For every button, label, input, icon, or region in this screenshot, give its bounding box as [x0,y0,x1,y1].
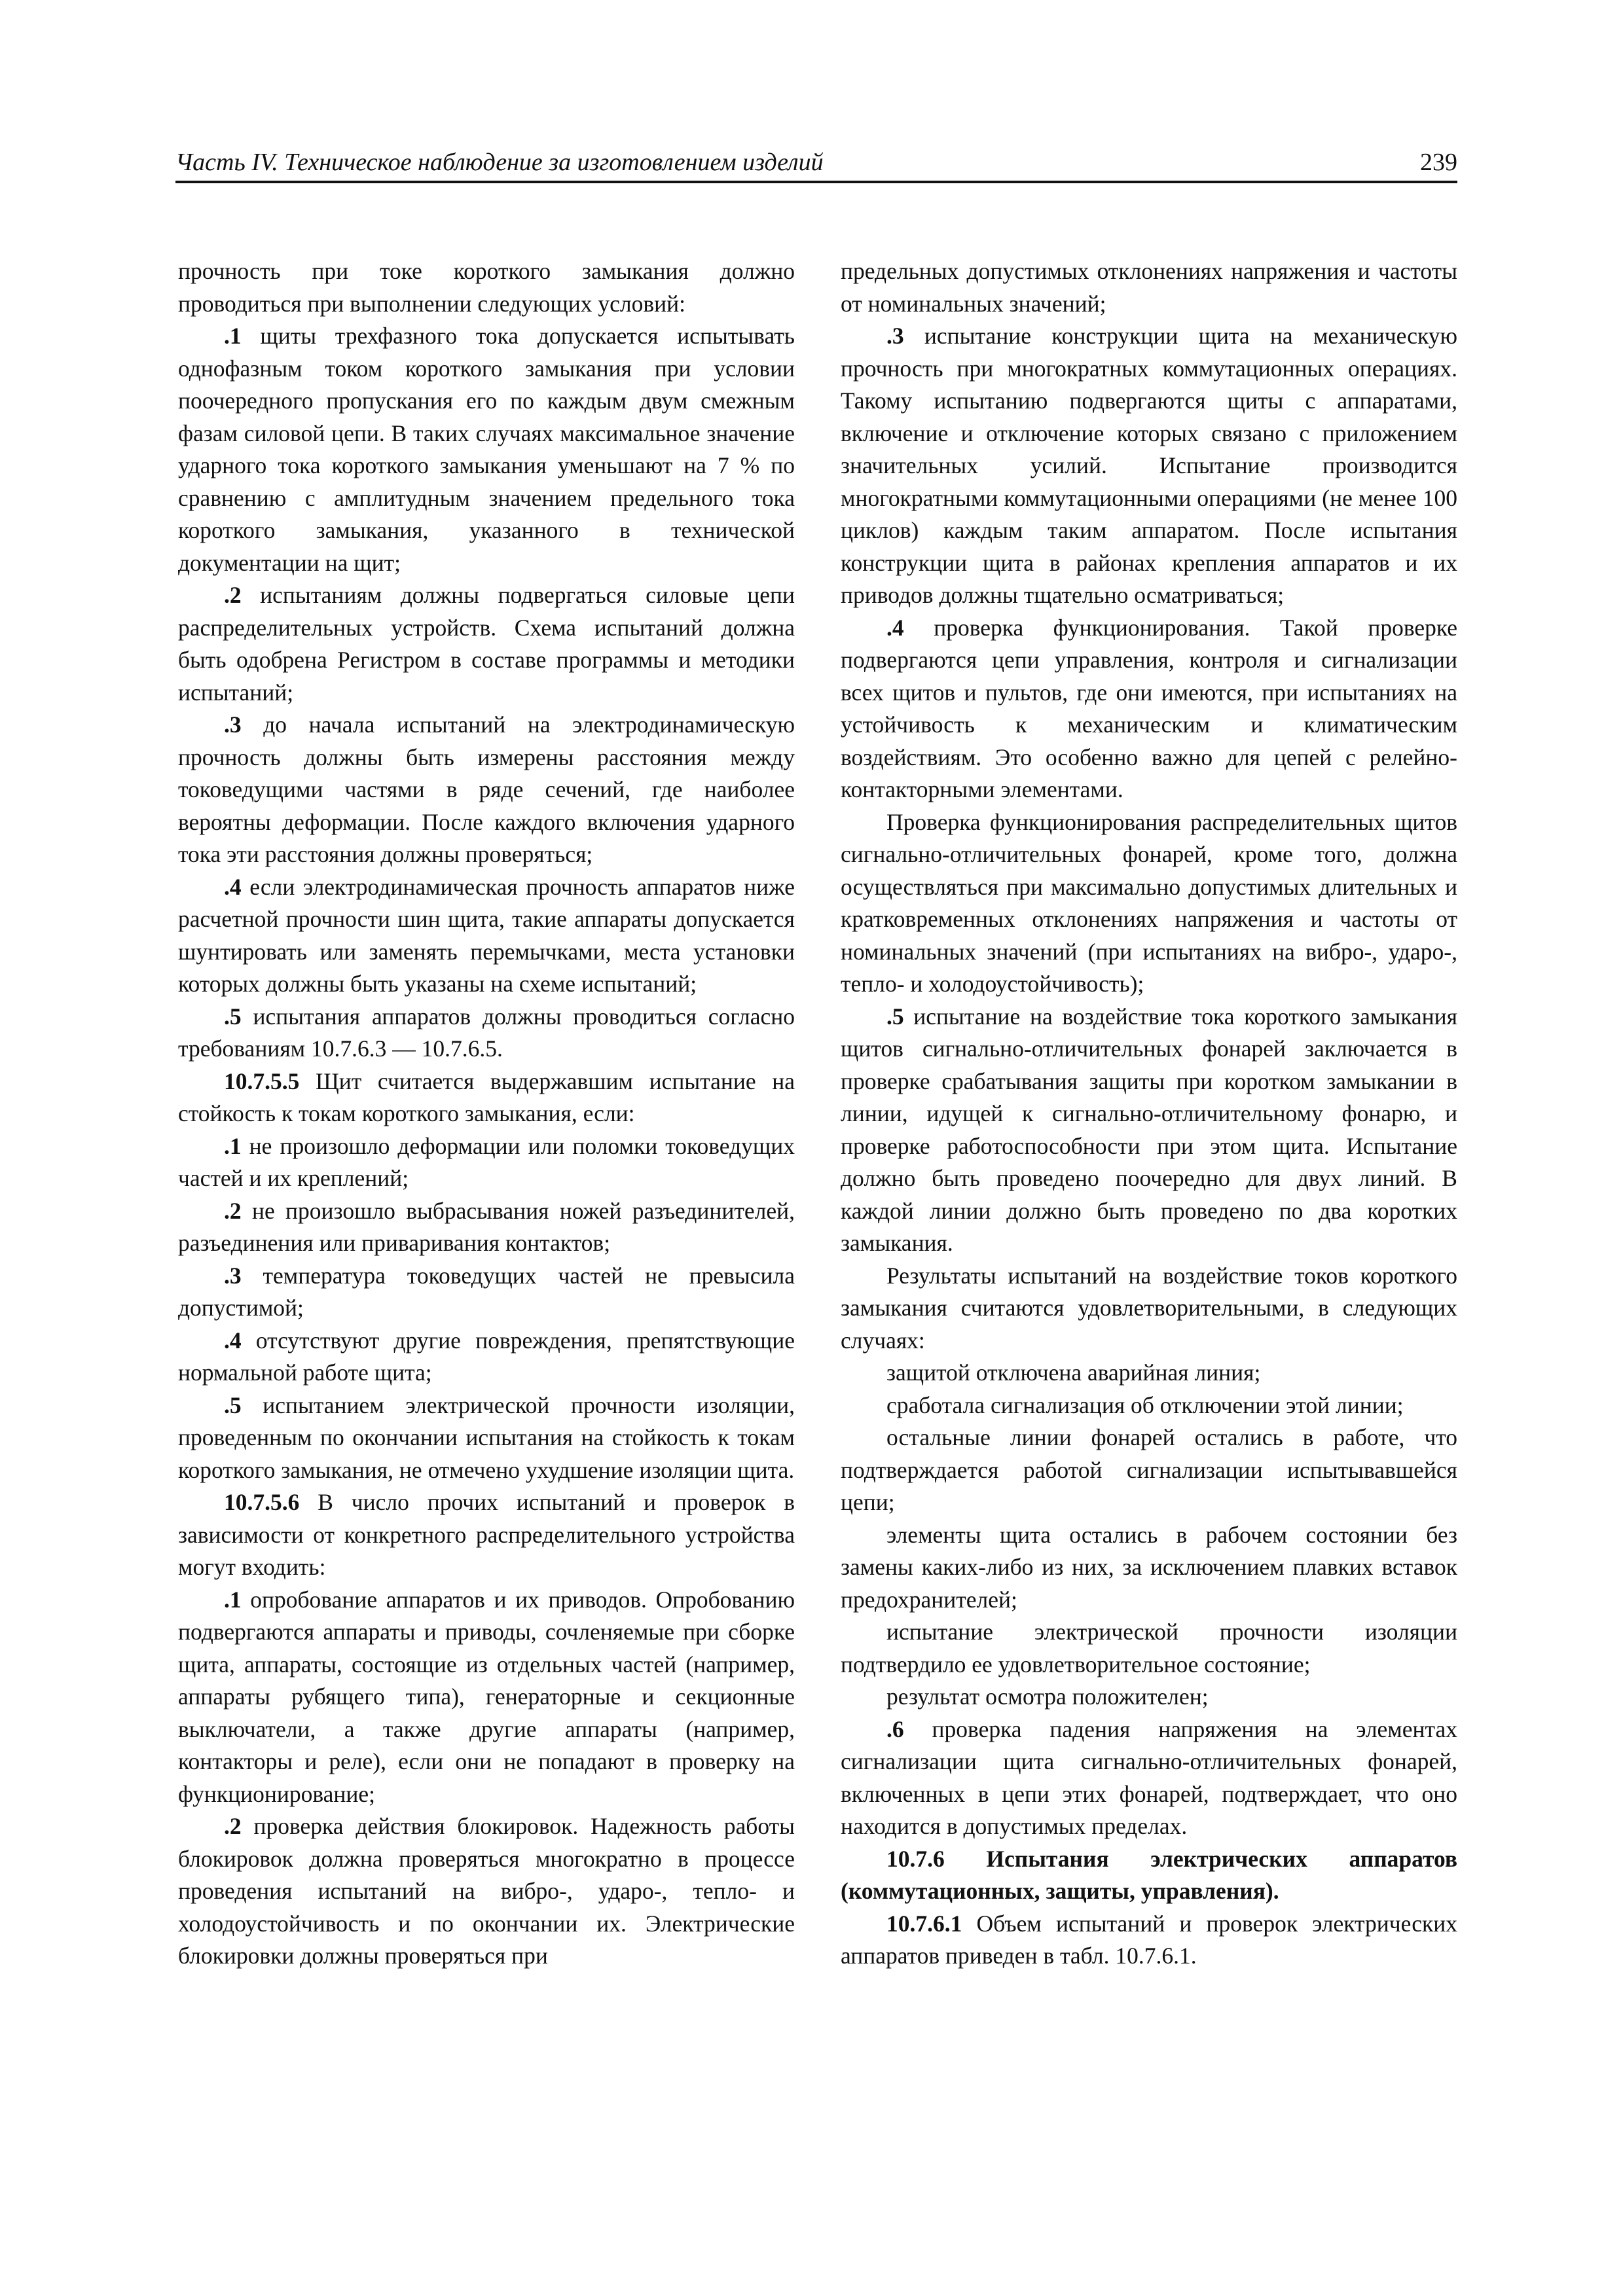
paragraph: 10.7.5.5 Щит считается выдержавшим испытание на стойкость к токам короткого замыкания, если: [178,1067,795,1126]
paragraph: .4 если электродинамическая прочность аппаратов ниже расчетной прочности шин щита, такие аппараты допускается шунтировать или заменять перемычками, места установки которых должны быть указаны на схеме испытаний; [178,873,795,997]
paragraph: .1 не произошло деформации или поломки токоведущих частей и их креплений; [178,1132,795,1191]
paragraph: .1 щиты трехфазного тока допускается испытывать однофазным током короткого замыкания при условии поочередного пропускания его по каждым двум смежным фазам силовой цепи. В таких случаях максимальное значение ударного тока короткого замыкания уменьшают на 7 % по сравнению с амплитудным значением предельного тока короткого замыкания, указанного в технической документации на щит; [178,323,795,576]
header-rule [175,181,1457,183]
paragraph: .3 до начала испытаний на электродинамическую прочность должны быть измерены расстояния между токоведущими частями в ряде сечений, где наиболее вероятны деформации. После каждого включения ударного тока эти расстояния должны проверяться; [178,711,795,867]
running-header [175,143,1457,182]
paragraph: элементы щита остались в рабочем состоянии без замены каких-либо из них, за исключением плавких вставок предохранителей; [841,1521,1457,1613]
paragraph: .4 отсутствуют другие повреждения, препятствующие нормальной работе щита; [178,1327,795,1386]
paragraph: 10.7.5.6 В число прочих испытаний и проверок в зависимости от конкретного распределительного устройства могут входить: [178,1489,795,1580]
section-heading: 10.7.6 Испытания электрических аппаратов (коммутационных, защиты, управления). [841,1845,1457,1904]
paragraph: Проверка функционирования распределительных щитов сигнально-отличительных фонарей, кроме того, должна осуществляться при максимально допустимых длительных и кратковременных отклонениях напряжения и частоты от номинальных значений (при испытаниях на вибро-, ударо-, тепло- и холодоустойчивость); [841,808,1457,997]
right-column [841,255,1457,1973]
paragraph: прочность при токе короткого замыкания должно проводиться при выполнении следующих условий: [178,258,795,317]
paragraph: .6 проверка падения напряжения на элементах сигнализации щита сигнально-отличительных фонарей, включенных в цепи этих фонарей, подтверждает, что оно находится в допустимых пределах. [841,1715,1457,1839]
paragraph: 10.7.6.1 Объем испытаний и проверок электрических аппаратов приведен в табл. 10.7.6.1. [841,1910,1457,1969]
left-column [178,255,795,1973]
paragraph: предельных допустимых отклонениях напряжения и частоты от номинальных значений; [841,258,1457,317]
paragraph: .2 испытаниям должны подвергаться силовые цепи распределительных устройств. Схема испытаний должна быть одобрена Регистром в составе программы и методики испытаний; [178,582,795,706]
paragraph: .5 испытания аппаратов должны проводиться согласно требованиям 10.7.6.3 — 10.7.6.5. [178,1003,795,1062]
paragraph: остальные линии фонарей остались в работе, что подтверждается работой сигнализации испытывавшейся цепи; [841,1424,1457,1515]
header-title: Часть IV. Техническое наблюдение за изготовлением изделий [175,149,824,176]
paragraph: .5 испытание на воздействие тока короткого замыкания щитов сигнально-отличительных фонарей заключается в проверке срабатывания защиты при коротком замыкании в линии, идущей к сигнально-отличительному фонарю, и проверке работоспособности при этом щита. Испытание должно быть проведено поочередно для двух линий. В каждой линии должно быть проведено по два коротких замыкания. [841,1003,1457,1256]
paragraph: .3 испытание конструкции щита на механическую прочность при многократных коммутационных операциях. Такому испытанию подвергаются щиты с аппаратами, включение и отключение которых связано с приложением значительных усилий. Испытание производится многократными коммутационными операциями (не менее 100 циклов) каждым таким аппаратом. После испытания конструкции щита в районах крепления аппаратов и их приводов должны тщательно осматриваться; [841,323,1457,608]
paragraph: испытание электрической прочности изоляции подтвердило ее удовлетворительное состояние; [841,1619,1457,1677]
paragraph: .2 не произошло выбрасывания ножей разъединителей, разъединения или приваривания контактов; [178,1197,795,1256]
paragraph: сработала сигнализация об отключении этой линии; [886,1391,1404,1418]
paragraph: .1 опробование аппаратов и их приводов. Опробованию подвергаются аппараты и приводы, сочленяемые при сборке щита, аппараты, состоящие из отдельных частей (например, аппараты рубящего типа), генераторные и секционные выключатели, а также другие аппараты (например, контакторы и реле), если они не попадают в проверку на функционирование; [178,1586,795,1807]
paragraph: результат осмотра положителен; [886,1683,1209,1710]
paragraph: .3 температура токоведущих частей не превысила допустимой; [178,1262,795,1321]
paragraph: .5 испытанием электрической прочности изоляции, проведенным по окончании испытания на стойкость к токам короткого замыкания, не отмечено ухудшение изоляции щита. [178,1391,795,1483]
paragraph: Результаты испытаний на воздействие токов короткого замыкания считаются удовлетворительными, в следующих случаях: [841,1262,1457,1354]
paragraph: .2 проверка действия блокировок. Надежность работы блокировок должна проверяться многократно в процессе проведения испытаний на вибро-, ударо-, тепло- и холодоустойчивость и по окончании их. Электрические блокировки должны проверяться при [178,1813,795,1969]
paragraph: .4 проверка функционирования. Такой проверке подвергаются цепи управления, контроля и сигнализации всех щитов и пультов, где они имеются, при испытаниях на устойчивость к механическим и климатическим воздействиям. Это особенно важно для цепей с релейно-контакторными элементами. [841,614,1457,802]
page-number: 239 [1420,149,1457,176]
paragraph: защитой отключена аварийная линия; [886,1359,1261,1386]
